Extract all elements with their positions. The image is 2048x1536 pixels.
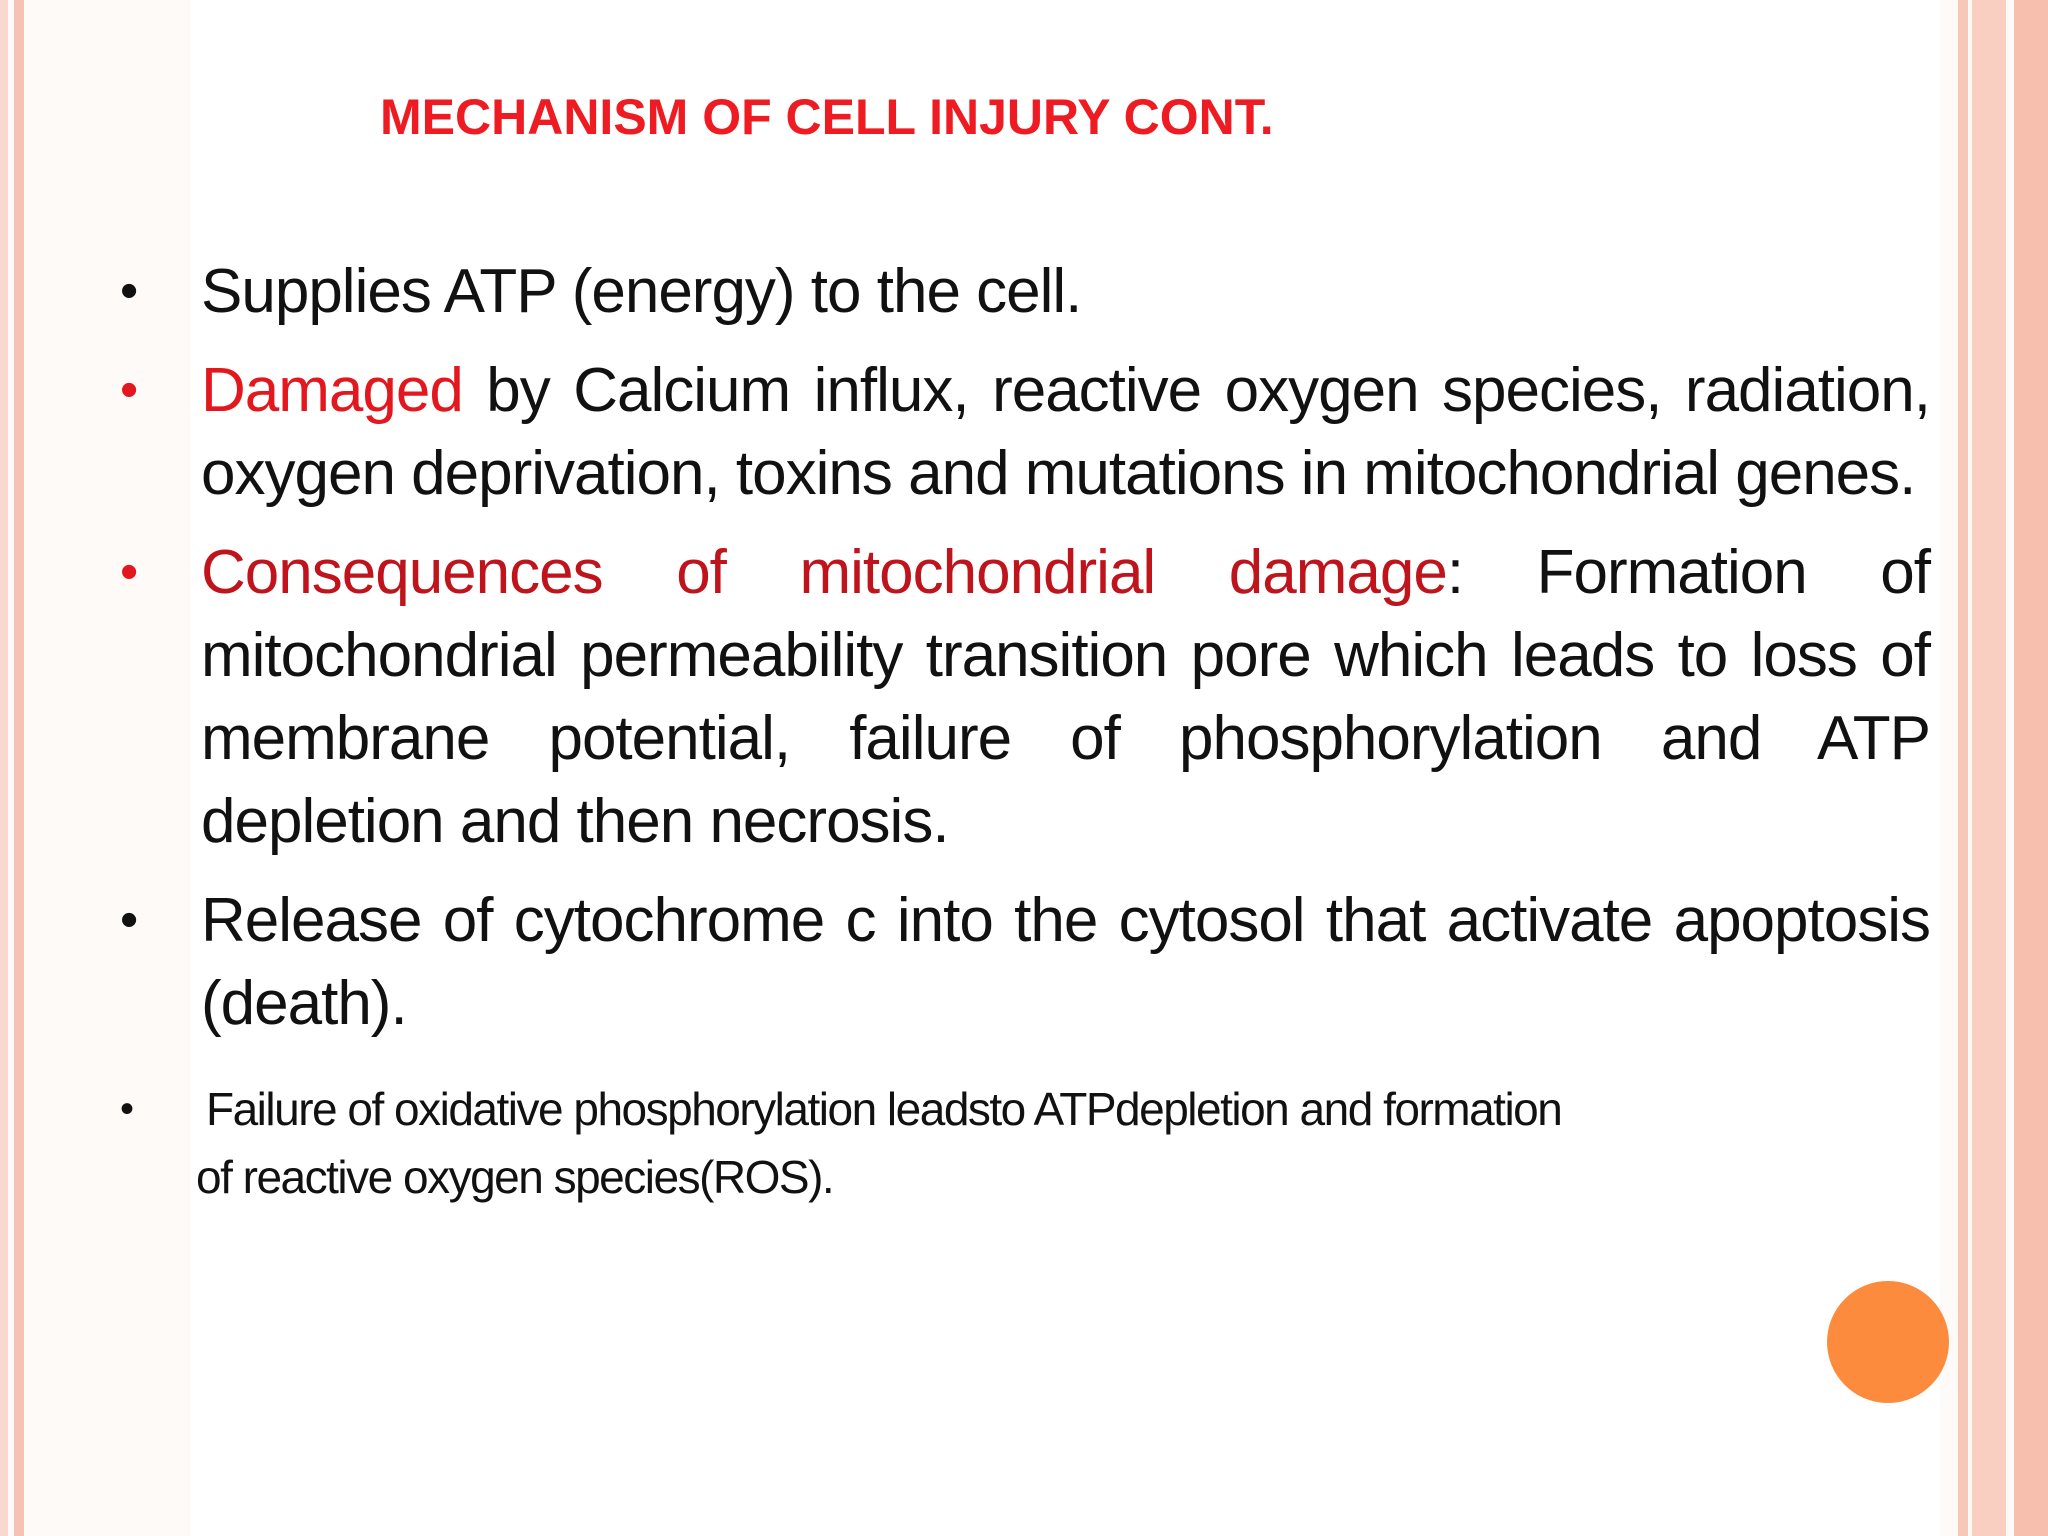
right-border-edge (2014, 0, 2048, 1536)
bullet-consequences (120, 531, 1930, 863)
bullet-highlight: Damaged (201, 356, 463, 425)
bullet-highlight: Consequences of mitochondrial damage (201, 538, 1447, 607)
left-border-stripe (0, 0, 8, 1536)
bullet-text: by Calcium influx, reactive oxygen species, radiation, oxygen deprivation, toxins and mutations in mitochondrial genes. (201, 356, 1930, 508)
bullet-text-line1: Failure of oxidative phosphorylation leadsto ATPdepletion and formation (206, 1083, 1562, 1135)
slide-title: MECHANISM OF CELL INJURY CONT. (380, 89, 1274, 145)
bullet-marker: • (120, 543, 138, 601)
bullet-text-line2: of reactive oxygen species(ROS). (196, 1151, 834, 1203)
bullet-failure-oxidative (120, 1075, 1930, 1211)
bullet-text: : Formation of mitochondrial permeability transition pore which leads to loss of membrane potential, failure of phosphorylation and ATP depletion and then necrosis. (201, 538, 1930, 856)
bullet-supplies-atp (120, 250, 1930, 333)
right-border-band (1972, 0, 2006, 1536)
bullet-marker: • (120, 891, 138, 949)
bullet-release-cytochrome (120, 879, 1930, 1045)
orange-circle-decoration (1827, 1281, 1949, 1403)
bullet-marker: • (120, 1087, 133, 1131)
right-border-stripe (1958, 0, 1968, 1536)
bullet-marker: • (120, 262, 138, 320)
bullet-damaged (120, 349, 1930, 515)
bullet-marker: • (120, 361, 138, 419)
left-border-stripe-inner (14, 0, 24, 1536)
bullet-list (120, 250, 1930, 1227)
bullet-text: Release of cytochrome c into the cytosol that activate apoptosis (death). (201, 886, 1930, 1038)
bullet-text: Supplies ATP (energy) to the cell. (201, 257, 1082, 326)
